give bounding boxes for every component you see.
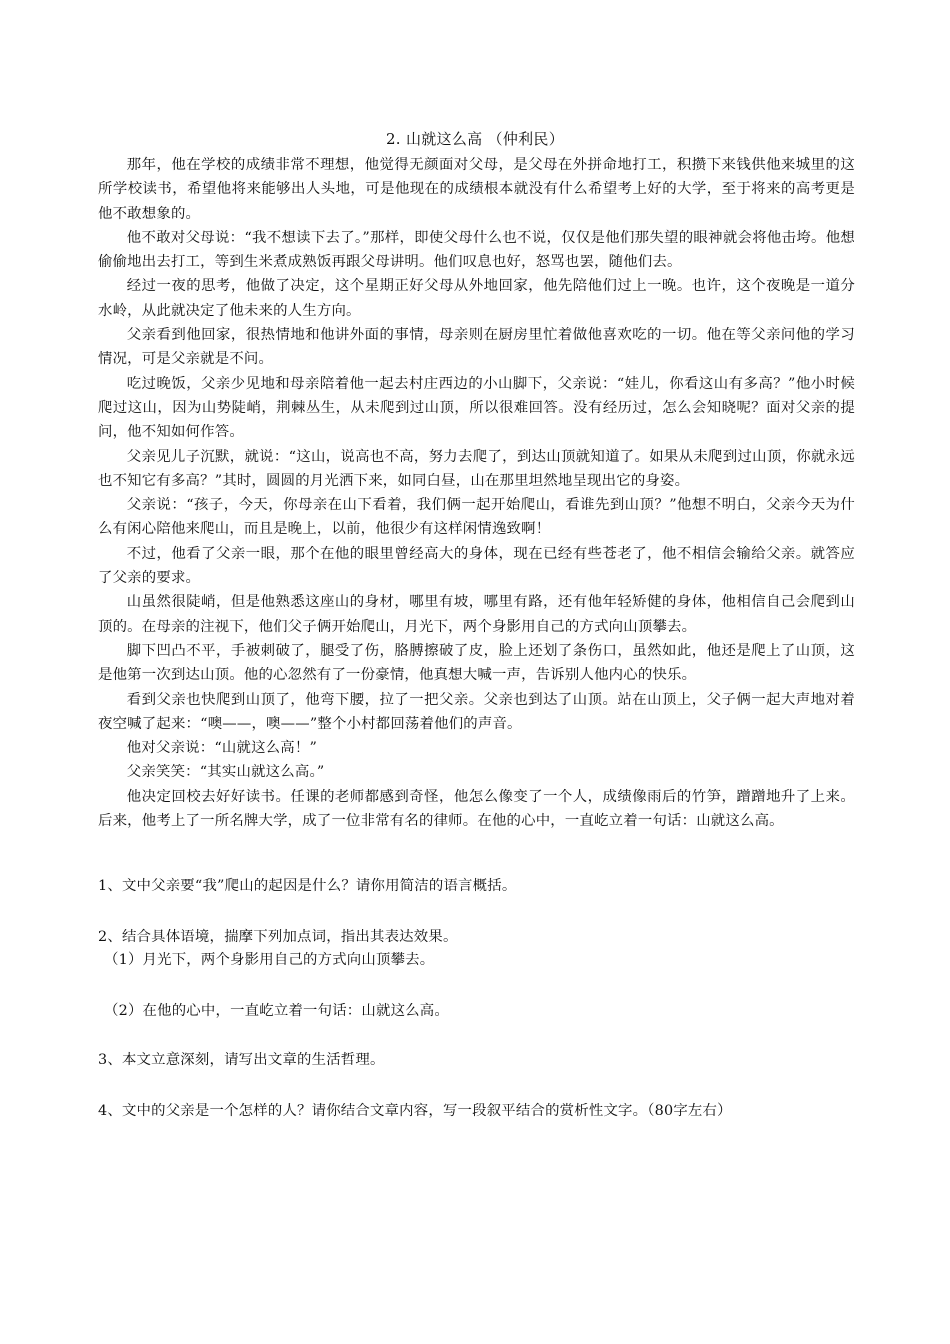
- article-title: 2. 山就这么高 （仲利民）: [385, 130, 565, 148]
- question-2: 2、结合具体语境，揣摩下列加点词，指出其表达效果。: [98, 929, 458, 945]
- article-paragraph: 那年，他在学校的成绩非常不理想，他觉得无颜面对父母，是父母在外拼命地打工，积攒下来钱供他来城里的这所学校读书，希望他将来能够出人头地，可是他现在的成绩根本就没有什么希望考上好的大学，至于将来的高考更是他不敢想象的。: [98, 157, 855, 222]
- article-paragraph: 父亲说：“孩子，今天，你母亲在山下看着，我们俩一起开始爬山，看谁先到山顶？”他想不明白，父亲今天为什么有闲心陪他来爬山，而且是晚上，以前，他很少有这样闲情逸致啊！: [98, 497, 855, 538]
- article-paragraph: 看到父亲也快爬到山顶了，他弯下腰，拉了一把父亲。父亲也到达了山顶。站在山顶上，父子俩一起大声地对着夜空喊了起来：“噢——，噢——”整个小村都回荡着他们的声音。: [98, 691, 855, 732]
- question-2-item-2: （2）在他的心中，一直屹立着一句话：山就这么高。: [104, 1003, 449, 1019]
- article-paragraph: 他不敢对父母说：“我不想读下去了。”那样，即使父母什么也不说，仅仅是他们那失望的眼神就会将他击垮。他想偷偷地出去打工，等到生米煮成熟饭再跟父母讲明。他们叹息也好，怒骂也罢，随他们去。: [98, 229, 855, 271]
- article-paragraph: 父亲看到他回家，很热情地和他讲外面的事情，母亲则在厨房里忙着做他喜欢吃的一切。他在等父亲问他的学习情况，可是父亲就是不问。: [98, 327, 855, 368]
- article-paragraph: 脚下凹凸不平，手被刺破了，腿受了伤，胳膊擦破了皮，脸上还划了条伤口，虽然如此，他还是爬上了山顶，这是他第一次到达山顶。他的心忽然有了一份豪情，他真想大喊一声，告诉别人他内心的快乐。: [98, 642, 855, 684]
- article-paragraph: 父亲笑笑：“其实山就这么高。”: [126, 764, 325, 781]
- question-4: 4、文中的父亲是一个怎样的人？请你结合文章内容，写一段叙平结合的赏析性文字。（80字左右）: [98, 1103, 732, 1119]
- article-paragraph: 他对父亲说：“山就这么高！”: [126, 740, 317, 757]
- question-2-item-1: （1）月光下，两个身影用自己的方式向山顶攀去。: [104, 952, 435, 968]
- question-3: 3、本文立意深刻，请写出文章的生活哲理。: [98, 1052, 385, 1068]
- article-paragraph: 经过一夜的思考，他做了决定，这个星期正好父母从外地回家，他先陪他们过上一晚。也许，这个夜晚是一道分水岭，从此就决定了他未来的人生方向。: [98, 278, 855, 319]
- article-paragraph: 不过，他看了父亲一眼，那个在他的眼里曾经高大的身体，现在已经有些苍老了，他不相信会输给父亲。就答应了父亲的要求。: [98, 545, 855, 587]
- article-paragraph: 他决定回校去好好读书。任课的老师都感到奇怪，他怎么像变了一个人，成绩像雨后的竹笋，蹭蹭地升了上来。后来，他考上了一所名牌大学，成了一位非常有名的律师。在他的心中，一直屹立着一句话：山就这么高。: [98, 788, 855, 830]
- article-paragraph: 父亲见儿子沉默，就说：“这山，说高也不高，努力去爬了，到达山顶就知道了。如果从未爬到过山顶，你就永远也不知它有多高？”其时，圆圆的月光洒下来，如同白昼，山在那里坦然地呈现出它的身姿。: [98, 448, 855, 489]
- article-body: [98, 153, 855, 833]
- article-paragraph: 山虽然很陡峭，但是他熟悉这座山的身材，哪里有坡，哪里有路，还有他年轻矫健的身体，他相信自己会爬到山顶的。在母亲的注视下，他们父子俩开始爬山，月光下，两个身影用自己的方式向山顶攀去。: [98, 594, 855, 635]
- article-paragraph: 吃过晚饭，父亲少见地和母亲陪着他一起去村庄西边的小山脚下，父亲说：“娃儿，你看这山有多高？”他小时候爬过这山，因为山势陡峭，荆棘丛生，从未爬到过山顶，所以很难回答。没有经历过，怎么会知晓呢？面对父亲的提问，他不知如何作答。: [98, 375, 855, 441]
- question-1: 1、文中父亲要“我”爬山的起因是什么？请你用简洁的语言概括。: [98, 878, 517, 894]
